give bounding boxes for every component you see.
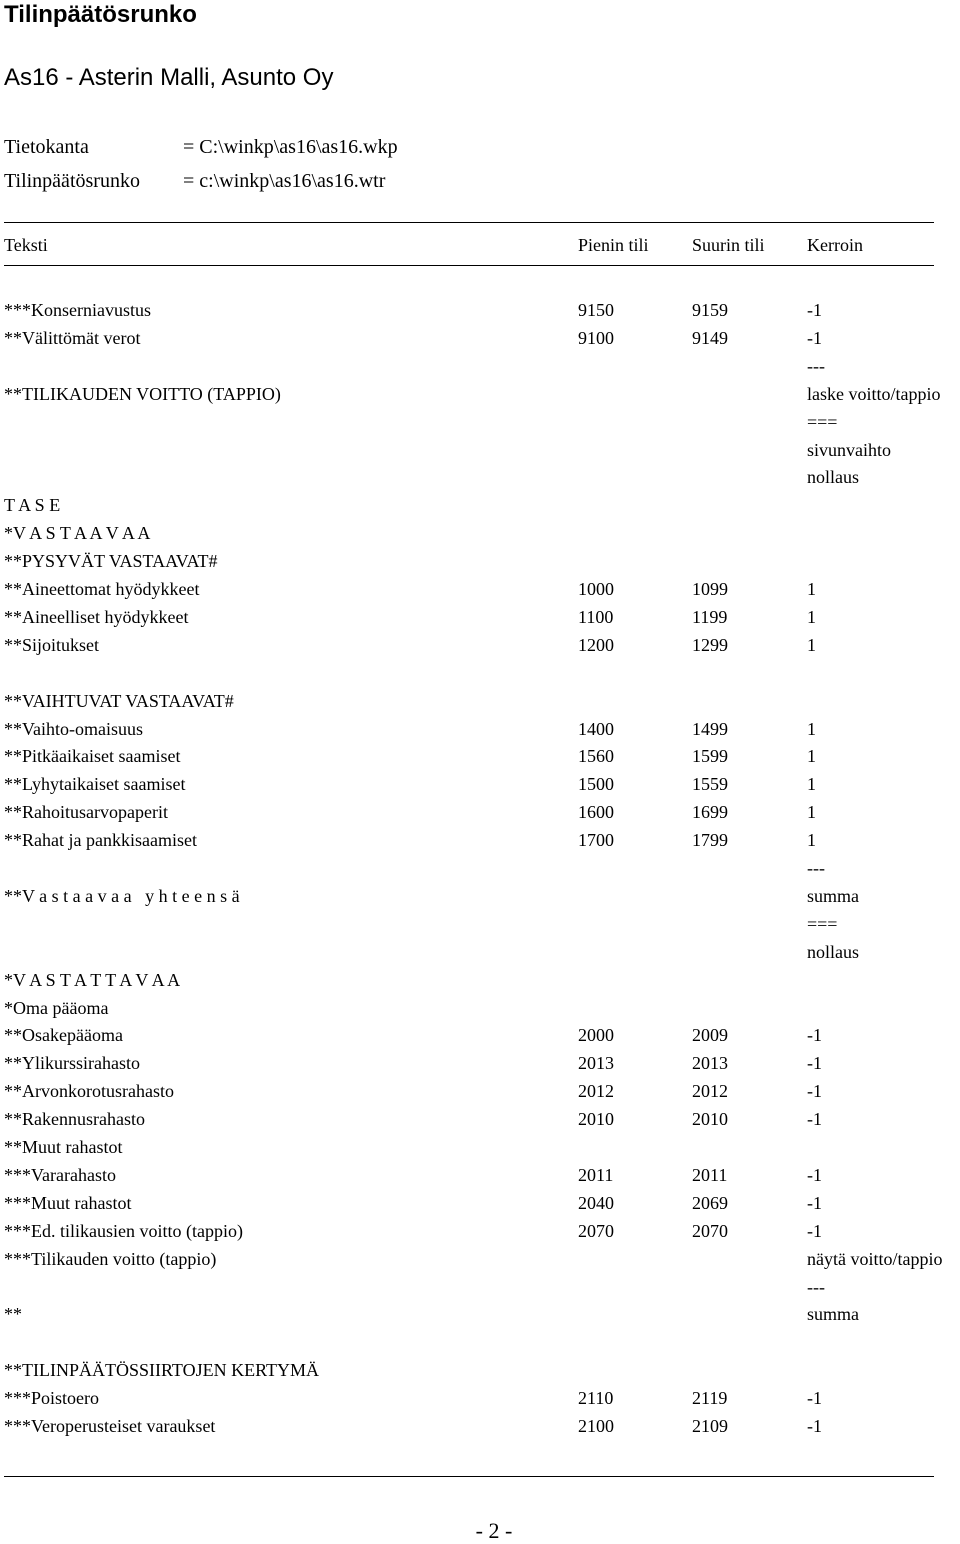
- row-min-account: 2000: [578, 1025, 614, 1046]
- row-factor: laske voitto/tappio: [807, 383, 941, 404]
- database-label: Tietokanta: [4, 136, 89, 158]
- row-factor: 1: [807, 746, 816, 767]
- table-row: [0, 1080, 960, 1108]
- page-number: - 2 -: [475, 1518, 513, 1543]
- table-row: [0, 1192, 960, 1220]
- row-factor: 1: [807, 802, 816, 823]
- row-min-account: 2010: [578, 1109, 614, 1130]
- row-text: ***Ed. tilikausien voitto (tappio): [4, 1220, 243, 1241]
- row-text: **Välittömät verot: [4, 327, 141, 348]
- table-row: [0, 1331, 960, 1359]
- row-max-account: 2013: [692, 1053, 728, 1074]
- row-max-account: 2109: [692, 1416, 728, 1436]
- table-row: [0, 494, 960, 522]
- row-min-account: 9100: [578, 327, 614, 348]
- row-max-account: 1199: [692, 606, 728, 627]
- table-row: [0, 1052, 960, 1080]
- template-path: = c:\winkp\as16\as16.wtr: [183, 170, 386, 192]
- row-factor: ===: [807, 913, 838, 934]
- row-min-account: 2012: [578, 1081, 614, 1102]
- table-row: [0, 857, 960, 885]
- table-row: [0, 355, 960, 383]
- row-max-account: 1559: [692, 774, 728, 795]
- table-row: [0, 1415, 960, 1443]
- row-min-account: 1400: [578, 718, 614, 739]
- row-factor: sivunvaihto: [807, 439, 891, 460]
- table-row: [0, 745, 960, 773]
- column-header-min-account: Pienin tili: [578, 235, 649, 255]
- row-min-account: 2070: [578, 1220, 614, 1241]
- database-path: = C:\winkp\as16\as16.wkp: [183, 136, 398, 158]
- row-text: *Oma pääoma: [4, 997, 109, 1018]
- row-text: **Arvonkorotusrahasto: [4, 1081, 174, 1102]
- row-text: **Sijoitukset: [4, 634, 100, 655]
- row-factor: -1: [807, 327, 822, 348]
- table-row: [0, 1359, 960, 1387]
- row-text: **V a s t a a v a a y h t e e n s ä: [4, 885, 240, 906]
- row-text: ***Tilikauden voitto (tappio): [4, 1248, 217, 1269]
- row-min-account: 9150: [578, 300, 614, 320]
- table-row: [0, 1387, 960, 1415]
- row-min-account: 1560: [578, 746, 614, 767]
- row-factor: -1: [807, 1025, 822, 1046]
- row-min-account: 1700: [578, 830, 614, 851]
- row-max-account: 2012: [692, 1081, 728, 1102]
- row-factor: nollaus: [807, 467, 859, 488]
- table-row: [0, 439, 960, 467]
- table-row: [0, 1136, 960, 1164]
- row-factor: -1: [807, 1192, 822, 1213]
- row-factor: summa: [807, 885, 859, 906]
- table-row: [0, 466, 960, 494]
- row-max-account: 2119: [692, 1388, 728, 1409]
- table-row: [0, 969, 960, 997]
- header-top-rule: [4, 222, 934, 223]
- template-label: Tilinpäätösrunko: [4, 170, 140, 192]
- row-factor: 1: [807, 774, 816, 795]
- table-row: [0, 885, 960, 913]
- row-factor: -1: [807, 1109, 822, 1130]
- row-min-account: 2100: [578, 1416, 614, 1436]
- table-row: [0, 997, 960, 1025]
- row-text: **Lyhytaikaiset saamiset: [4, 774, 186, 795]
- row-min-account: 2013: [578, 1053, 614, 1074]
- row-text: **Ylikurssirahasto: [4, 1053, 140, 1074]
- row-text: **Pitkäaikaiset saamiset: [4, 746, 181, 767]
- row-max-account: 1499: [692, 718, 728, 739]
- row-text: **Muut rahastot: [4, 1137, 123, 1157]
- row-factor: 1: [807, 579, 816, 599]
- table-row: [0, 941, 960, 969]
- row-text: *V A S T A T T A V A A: [4, 969, 181, 990]
- table-row: [0, 773, 960, 801]
- row-factor: ===: [807, 411, 838, 432]
- row-text: **PYSYVÄT VASTAAVAT#: [4, 551, 218, 572]
- row-text: **TILINPÄÄTÖSSIIRTOJEN KERTYMÄ: [4, 1360, 319, 1381]
- row-max-account: 1099: [692, 579, 728, 599]
- row-text: **Aineettomat hyödykkeet: [4, 579, 200, 599]
- row-factor: -1: [807, 1081, 822, 1102]
- header-bottom-rule: [4, 265, 934, 266]
- row-min-account: 1600: [578, 802, 614, 823]
- row-text: **Rakennusrahasto: [4, 1109, 145, 1130]
- row-text: ***Vararahasto: [4, 1164, 116, 1185]
- row-text: ***Veroperusteiset varaukset: [4, 1416, 216, 1436]
- table-row: [0, 327, 960, 355]
- table-row: [0, 522, 960, 550]
- table-row: [0, 383, 960, 411]
- company-name: As16 - Asterin Malli, Asunto Oy: [4, 64, 334, 91]
- row-factor: näytä voitto/tappio: [807, 1248, 943, 1269]
- row-text: **: [4, 1304, 22, 1325]
- table-row: [0, 1248, 960, 1276]
- row-factor: 1: [807, 606, 816, 627]
- row-min-account: 1000: [578, 579, 614, 599]
- table-row: [0, 690, 960, 718]
- table-row: [0, 1164, 960, 1192]
- row-max-account: 2070: [692, 1220, 728, 1241]
- column-header-max-account: Suurin tili: [692, 235, 765, 255]
- row-text: **Rahoitusarvopaperit: [4, 802, 168, 823]
- table-row: [0, 1303, 960, 1331]
- row-factor: -1: [807, 1416, 822, 1436]
- row-text: ***Muut rahastot: [4, 1192, 132, 1213]
- column-header-text: Teksti: [4, 235, 48, 255]
- table-row: [0, 829, 960, 857]
- table-row: [0, 411, 960, 439]
- row-text: **Osakepääoma: [4, 1025, 123, 1046]
- row-factor: summa: [807, 1304, 859, 1325]
- row-max-account: 1299: [692, 634, 728, 655]
- row-text: ***Poistoero: [4, 1388, 100, 1409]
- row-factor: ---: [807, 858, 825, 878]
- row-max-account: 1699: [692, 802, 728, 823]
- row-max-account: 2069: [692, 1192, 728, 1213]
- row-max-account: 1599: [692, 746, 728, 767]
- row-text: *V A S T A A V A A: [4, 523, 151, 544]
- row-max-account: 2009: [692, 1025, 728, 1046]
- row-max-account: 9159: [692, 300, 728, 320]
- table-row: [0, 634, 960, 662]
- table-row: [0, 913, 960, 941]
- row-factor: 1: [807, 830, 816, 851]
- column-header-factor: Kerroin: [807, 235, 863, 255]
- row-min-account: 2110: [578, 1388, 614, 1409]
- footer-rule: [4, 1476, 934, 1477]
- table-row: [0, 299, 960, 327]
- row-max-account: 1799: [692, 830, 728, 851]
- row-text: **Aineelliset hyödykkeet: [4, 606, 189, 627]
- row-max-account: 2010: [692, 1109, 728, 1130]
- table-row: [0, 550, 960, 578]
- row-factor: -1: [807, 1388, 822, 1409]
- row-factor: -1: [807, 1164, 822, 1185]
- table-row: [0, 578, 960, 606]
- row-text: T A S E: [4, 495, 61, 516]
- row-min-account: 1100: [578, 606, 614, 627]
- row-text: **TILIKAUDEN VOITTO (TAPPIO): [4, 383, 281, 404]
- table-row: [0, 801, 960, 829]
- row-text: **Rahat ja pankkisaamiset: [4, 830, 197, 851]
- row-factor: 1: [807, 634, 816, 655]
- document-title: Tilinpäätösrunko: [4, 1, 197, 28]
- table-row: [0, 662, 960, 690]
- row-min-account: 2040: [578, 1192, 614, 1213]
- row-max-account: 9149: [692, 327, 728, 348]
- row-text: ***Konserniavustus: [4, 300, 151, 320]
- table-row: [0, 1108, 960, 1136]
- row-text: **VAIHTUVAT VASTAAVAT#: [4, 690, 234, 711]
- row-factor: ---: [807, 355, 825, 376]
- row-min-account: 1500: [578, 774, 614, 795]
- row-min-account: 1200: [578, 634, 614, 655]
- row-text: **Vaihto-omaisuus: [4, 718, 143, 739]
- row-min-account: 2011: [578, 1164, 614, 1185]
- row-factor: -1: [807, 300, 822, 320]
- table-row: [0, 606, 960, 634]
- row-max-account: 2011: [692, 1164, 728, 1185]
- table-row: [0, 1276, 960, 1304]
- row-factor: ---: [807, 1276, 825, 1297]
- table-row: [0, 1024, 960, 1052]
- row-factor: nollaus: [807, 941, 859, 962]
- table-row: [0, 718, 960, 746]
- row-factor: -1: [807, 1220, 822, 1241]
- row-factor: 1: [807, 718, 816, 739]
- row-factor: -1: [807, 1053, 822, 1074]
- table-row: [0, 1220, 960, 1248]
